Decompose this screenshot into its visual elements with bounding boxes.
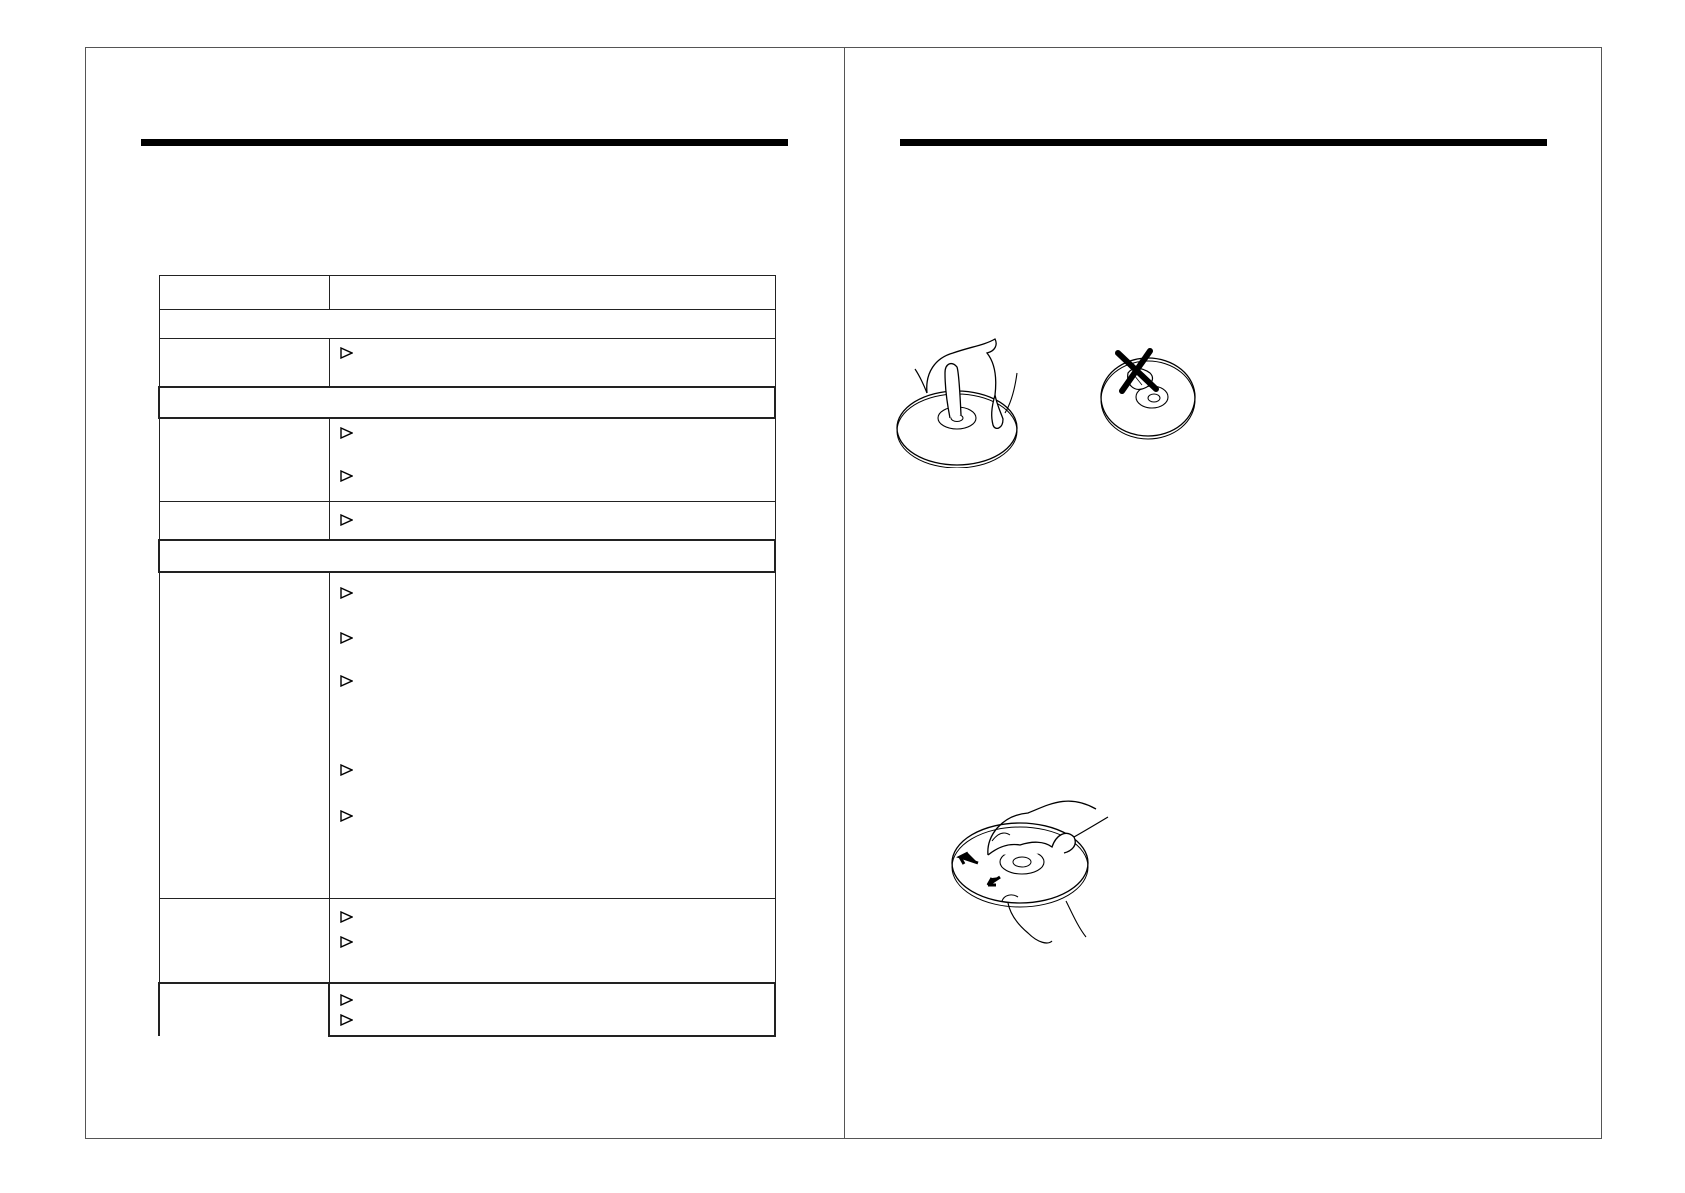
row-items [329, 418, 775, 502]
table-row [159, 572, 775, 899]
hold-disc-by-edge-illustration [895, 333, 1030, 468]
row-items [329, 983, 775, 1036]
table-row [159, 502, 775, 540]
row-items [329, 339, 775, 387]
page-divider [844, 47, 845, 1139]
section-label [159, 310, 775, 339]
table-header-row [159, 276, 775, 310]
table-section-row [159, 310, 775, 339]
row-label [159, 983, 329, 1036]
touch-disc-surface-illustration [1098, 345, 1208, 445]
table-row [159, 983, 775, 1036]
row-items [329, 572, 775, 899]
row-label [159, 572, 329, 899]
row-label [159, 899, 329, 983]
table-section-row [159, 540, 775, 572]
wipe-disc-illustration [948, 785, 1128, 950]
row-items [329, 899, 775, 983]
section-label [159, 387, 775, 418]
row-label [159, 339, 329, 387]
table-header-cell [159, 276, 329, 310]
left-heading-rule [141, 139, 788, 146]
table-header-cell [329, 276, 775, 310]
row-label [159, 418, 329, 502]
row-label [159, 502, 329, 540]
table-row [159, 899, 775, 983]
table-row [159, 418, 775, 502]
table-row [159, 339, 775, 387]
row-items [329, 502, 775, 540]
section-label [159, 540, 775, 572]
right-heading-rule [900, 139, 1547, 146]
table-section-row [159, 387, 775, 418]
troubleshooting-table [158, 275, 776, 1037]
